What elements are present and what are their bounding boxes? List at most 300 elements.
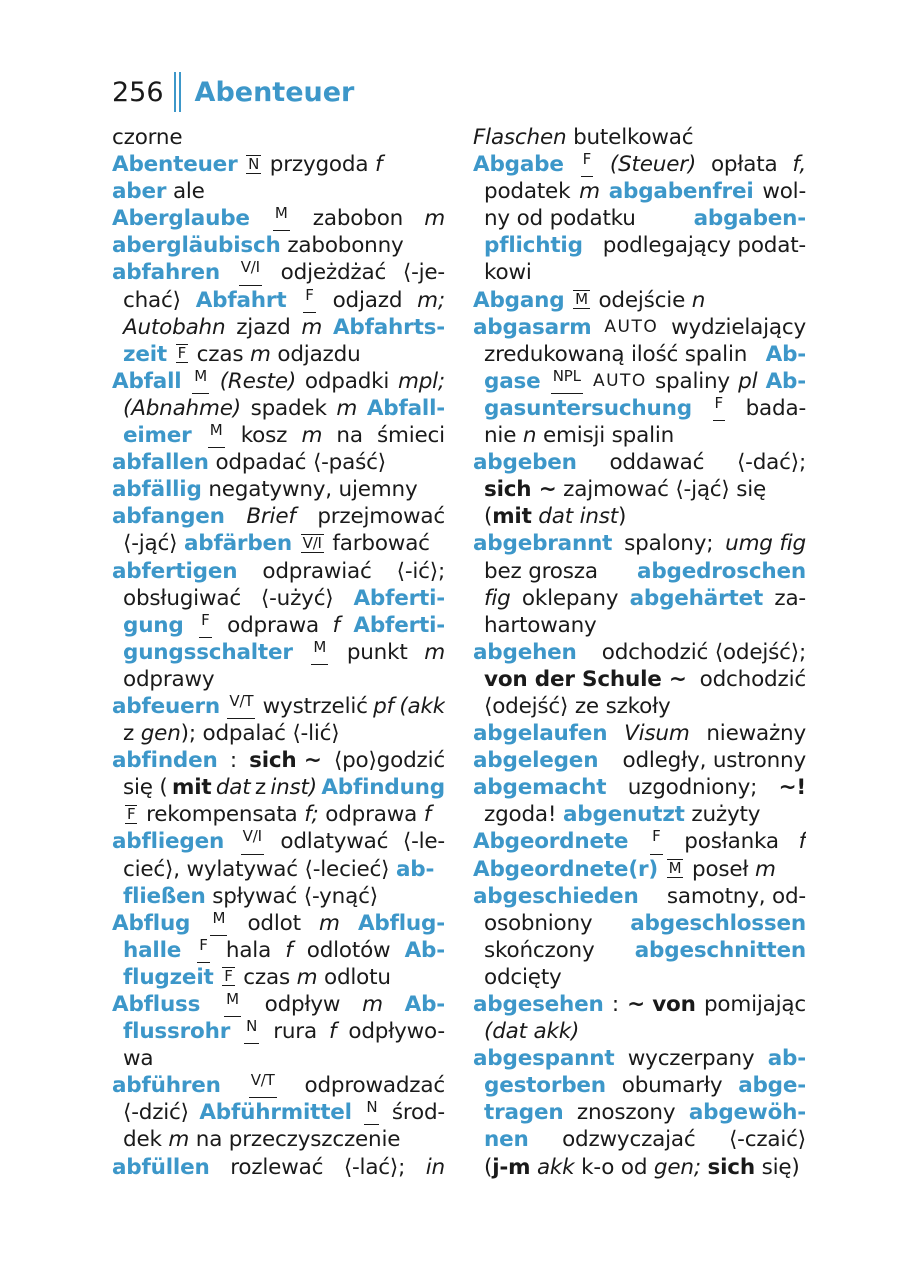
translation-text: zgoda!: [484, 802, 557, 828]
translation-text: zajmować ⟨-jąć⟩ się: [563, 477, 767, 503]
part-of-speech-badge: N: [244, 1018, 259, 1044]
translation-text: odejście: [598, 287, 686, 313]
part-of-speech-badge: F: [199, 612, 211, 638]
headword: Abfahrts-: [332, 314, 445, 340]
part-of-speech-badge: M: [273, 205, 290, 231]
headword: abge-: [738, 1073, 806, 1099]
headword: abgehärtet: [629, 585, 764, 611]
grammar-label: fig: [484, 585, 511, 611]
translation-text: posłanka: [684, 829, 779, 855]
entry-line: [112, 476, 445, 503]
translation-text: oklepany: [521, 585, 619, 611]
translation-text: zabobonny: [287, 233, 404, 259]
phrase: ~ von: [627, 992, 696, 1017]
headword: abgabenfrei: [608, 179, 754, 205]
translation-text: rekompensata: [146, 802, 298, 828]
translation-text: ⟨-dać⟩;: [736, 450, 806, 476]
entry-line: [473, 395, 806, 422]
entry-line: [473, 964, 806, 991]
headword: abfahren: [112, 260, 220, 286]
translation-text: wystrzelić: [262, 693, 368, 719]
translation-text: odlot: [247, 910, 301, 936]
grammar-label: m: [362, 992, 383, 1017]
grammar-label: pl: [738, 368, 758, 394]
headword: Abgang: [473, 287, 565, 313]
translation-text: czas: [196, 341, 244, 367]
entry-line: [473, 530, 806, 557]
translation-text: ⟨-czaić⟩: [728, 1127, 806, 1153]
grammar-label: f: [328, 1019, 337, 1045]
headword: abfällig: [112, 477, 202, 503]
translation-text: odjeżdżać: [280, 260, 387, 286]
phrase: ~!: [778, 775, 806, 801]
entry-line: [473, 774, 806, 801]
grammar-label: dat: [215, 775, 251, 801]
part-of-speech-badge: M: [575, 290, 588, 309]
translation-text: podatek: [484, 179, 571, 205]
headword: abgeschlossen: [630, 910, 806, 936]
headword: abgewöh-: [688, 1100, 806, 1126]
entry-line: [473, 937, 806, 964]
headword: abfüllen: [112, 1154, 210, 1180]
translation-text: znoszony: [576, 1100, 676, 1126]
grammar-label: Flaschen: [473, 125, 567, 150]
grammar-label: m: [250, 341, 271, 367]
entry-line: [473, 747, 806, 774]
headword: halle: [123, 937, 182, 963]
entry-line: [112, 1072, 445, 1099]
translation-text: :: [611, 992, 619, 1017]
translation-text: odpadać ⟨-paść⟩: [215, 450, 386, 476]
translation-text: odlotów: [306, 937, 391, 963]
headword: abgelaufen: [473, 721, 608, 747]
entry-line: [112, 259, 445, 286]
grammar-label: n: [522, 423, 537, 449]
entry-line: [473, 666, 806, 693]
headword: Ab-: [765, 368, 806, 394]
translation-text: farbować: [332, 531, 430, 557]
part-of-speech-badge: V/T: [227, 693, 255, 719]
translation-text: ⟨odejść⟩ ze szkoły: [484, 693, 671, 719]
headword: flussrohr: [123, 1019, 231, 1045]
entry-line: [112, 1045, 445, 1072]
entry-line: [112, 856, 445, 883]
headword: Abflug-: [357, 910, 445, 936]
entry-line: [473, 314, 806, 341]
entry-line: [112, 828, 445, 855]
headword: Ab-: [404, 992, 445, 1017]
phrase: mit: [492, 504, 532, 530]
headword: fließen: [123, 883, 206, 909]
entry-line: [473, 1018, 806, 1045]
grammar-label: pf: [373, 693, 394, 719]
entry-line: [112, 151, 445, 178]
headword: Abferti-: [353, 612, 445, 638]
entry-line: [112, 720, 445, 747]
translation-text: poseł: [692, 856, 749, 882]
translation-text: nieważny: [706, 721, 806, 747]
entry-line: [473, 476, 806, 503]
translation-text: chać⟩: [123, 287, 181, 313]
phrase: mit: [172, 775, 212, 801]
translation-text: wol-: [762, 179, 806, 205]
translation-text: cieć⟩, wylatywać ⟨-lecieć⟩: [123, 856, 390, 882]
grammar-label: f: [374, 152, 383, 178]
grammar-label: m: [424, 639, 445, 665]
translation-text: uzgodniony;: [627, 775, 758, 801]
grammar-label: gen;: [653, 1154, 701, 1180]
entry-line: [112, 693, 445, 720]
entry-line: [112, 503, 445, 530]
phrase: von der Schule ~: [484, 666, 687, 692]
translation-text: zredukowaną ilość spalin: [484, 341, 748, 367]
phrase: sich: [707, 1154, 755, 1180]
translation-text: :: [229, 748, 237, 774]
entry-line: [473, 585, 806, 612]
phrase: j-m: [492, 1154, 531, 1180]
translation-text: na przeczyszczenie: [195, 1127, 401, 1153]
headword: abgehen: [473, 639, 577, 665]
translation-text: odchodzić: [699, 666, 806, 692]
entry-line: [112, 1154, 445, 1181]
part-of-speech-badge: F: [581, 151, 593, 177]
translation-text: emisji spalin: [542, 423, 675, 449]
headword: abergläubisch: [112, 233, 281, 259]
entry-line: [473, 1072, 806, 1099]
headword: gasuntersuchung: [484, 395, 692, 421]
translation-text: zjazd: [236, 314, 291, 340]
grammar-label: (Abnahme): [123, 395, 241, 421]
translation-text: odprawiać: [262, 558, 372, 584]
translation-text: odjazdu: [277, 341, 361, 367]
headword: Abenteuer: [112, 152, 238, 178]
headword: gestorben: [484, 1073, 606, 1099]
translation-text: ⟨-jąć⟩: [123, 531, 178, 557]
domain-label: AUTO: [592, 370, 647, 391]
entry-line: [112, 1018, 445, 1045]
entry-line: [112, 666, 445, 693]
translation-text: przejmować: [317, 504, 445, 530]
part-of-speech-badge: F: [197, 937, 209, 963]
part-of-speech-badge: V/I: [302, 533, 322, 552]
translation-text: (: [484, 1154, 493, 1180]
translation-text: ); odpalać ⟨-lić⟩: [180, 721, 340, 747]
headword: abgeben: [473, 450, 577, 476]
translation-text: kosz: [240, 423, 288, 449]
page-header: [112, 70, 354, 114]
entry-line: [473, 124, 806, 151]
translation-text: k-o od: [581, 1154, 648, 1180]
headword: Abfluss: [112, 992, 201, 1017]
translation-text: zużyty: [691, 802, 761, 828]
entry-line: [473, 1126, 806, 1153]
grammar-label: in: [425, 1154, 445, 1180]
grammar-label: Visum: [624, 721, 690, 747]
entry-line: [112, 883, 445, 910]
entry-line: [112, 449, 445, 476]
entry-line: [473, 503, 806, 530]
translation-text: odprawy: [123, 666, 215, 692]
translation-text: odjazd: [332, 287, 403, 313]
translation-text: obsługiwać: [123, 585, 241, 611]
headword: Abferti-: [353, 585, 445, 611]
headword: abführen: [112, 1073, 221, 1099]
translation-text: opłata: [710, 152, 778, 178]
entry-line: [473, 558, 806, 585]
translation-text: zabobon: [312, 206, 404, 232]
grammar-label: f,: [792, 152, 806, 178]
part-of-speech-badge: F: [177, 344, 187, 363]
part-of-speech-badge: N: [364, 1099, 379, 1125]
translation-text: odległy, ustronny: [622, 748, 806, 774]
headword: Ab-: [404, 937, 445, 963]
headword: abfeuern: [112, 693, 221, 719]
headword: Abfall-: [366, 395, 445, 421]
translation-text: samotny, od-: [666, 883, 806, 909]
part-of-speech-badge: F: [303, 287, 315, 313]
entry-line: [473, 205, 806, 232]
translation-text: hala: [225, 937, 272, 963]
translation-text: rozlewać: [230, 1154, 324, 1180]
part-of-speech-badge: NPL: [551, 368, 583, 394]
grammar-label: akk: [536, 1154, 575, 1180]
part-of-speech-badge: V/I: [241, 828, 264, 854]
translation-text: przygoda: [269, 152, 369, 178]
entry-line: [473, 828, 806, 855]
translation-text: negatywny, ujemny: [208, 477, 418, 503]
part-of-speech-badge: M: [668, 859, 682, 878]
translation-text: punkt: [346, 639, 408, 665]
entry-line: [112, 368, 445, 395]
translation-text: bada-: [745, 395, 806, 421]
headword: eimer: [123, 423, 192, 449]
entry-line: [473, 693, 806, 720]
translation-text: śmieci: [377, 423, 445, 449]
translation-text: ⟨-ić⟩;: [396, 558, 445, 584]
translation-text: odcięty: [484, 964, 562, 990]
translation-text: spadek: [250, 395, 327, 421]
translation-text: spalony;: [624, 531, 714, 557]
entry-line: [112, 124, 445, 151]
headword: abgeschieden: [473, 883, 639, 909]
translation-text: odchodzić ⟨odejść⟩;: [601, 639, 806, 665]
entry-line: [112, 612, 445, 639]
translation-text: czas: [243, 964, 290, 990]
part-of-speech-badge: N: [248, 154, 260, 173]
grammar-label: m: [754, 856, 776, 882]
translation-text: obumarły: [621, 1073, 723, 1099]
translation-text: ny od podatku: [484, 206, 636, 232]
entry-line: [473, 1099, 806, 1126]
headword: gung: [123, 612, 184, 638]
translation-text: ): [618, 504, 627, 530]
translation-text: odpływo-: [348, 1019, 445, 1045]
entry-line: [473, 422, 806, 449]
entry-line: [473, 639, 806, 666]
translation-text: czorne: [112, 125, 183, 150]
entry-line: [112, 639, 445, 666]
translation-text: podlegający podat-: [602, 233, 806, 259]
entry-line: [112, 395, 445, 422]
part-of-speech-badge: V/I: [239, 259, 262, 285]
headword: abgelegen: [473, 748, 599, 774]
entry-line: [112, 178, 445, 205]
translation-text: ⟨-lać⟩;: [343, 1154, 406, 1180]
part-of-speech-badge: V/T: [249, 1072, 277, 1098]
part-of-speech-badge: M: [311, 639, 328, 665]
grammar-label: m: [319, 910, 340, 936]
grammar-label: m: [301, 423, 323, 449]
headword: abfinden: [112, 748, 218, 774]
translation-text: ⟨-użyć⟩: [260, 585, 334, 611]
left-column: [112, 124, 445, 1181]
entry-line: [112, 801, 445, 828]
headword: abfärben: [183, 531, 292, 557]
grammar-label: (dat akk): [484, 1019, 580, 1045]
grammar-label: m: [296, 964, 318, 990]
entry-line: [473, 991, 806, 1018]
grammar-label: m: [168, 1127, 190, 1153]
translation-text: kowi: [484, 260, 532, 286]
entry-line: [473, 1154, 806, 1181]
entry-line: [473, 449, 806, 476]
headword: Abgabe: [473, 152, 564, 178]
page-number: 256: [112, 76, 164, 108]
translation-text: dek: [123, 1127, 162, 1153]
translation-text: osobniony: [484, 910, 593, 936]
grammar-label: inst): [270, 775, 317, 801]
translation-text: ale: [172, 179, 205, 205]
translation-text: odprowadzać: [304, 1073, 445, 1099]
entry-line: [473, 612, 806, 639]
translation-text: odzwyczajać: [562, 1127, 696, 1153]
headword: pflichtig: [484, 233, 583, 259]
translation-text: ⟨-je-: [402, 260, 445, 286]
phrase: sich ~: [249, 748, 322, 774]
headword: Abfall: [112, 368, 182, 394]
headword: Abfindung: [321, 775, 445, 801]
domain-label: AUTO: [604, 316, 659, 337]
translation-text: ⟨po⟩godzić: [333, 748, 445, 774]
entry-line: [112, 774, 445, 801]
entry-line: [473, 1045, 806, 1072]
translation-text: ⟨-dzić⟩: [123, 1100, 189, 1126]
headword: flugzeit: [123, 964, 214, 990]
headword: abgeschnitten: [634, 937, 806, 963]
translation-text: oddawać: [609, 450, 705, 476]
headword: abgesehen: [473, 992, 604, 1017]
entry-line: [112, 1126, 445, 1153]
entry-line: [112, 232, 445, 259]
headword: abgedroschen: [637, 558, 806, 584]
grammar-label: f;: [304, 802, 319, 828]
entry-line: [112, 341, 445, 368]
grammar-label: Autobahn: [123, 314, 226, 340]
grammar-label: m: [579, 179, 600, 205]
entry-line: [473, 368, 806, 395]
translation-text: skończony: [484, 937, 595, 963]
headword: Abführmittel: [199, 1100, 352, 1126]
entry-line: [473, 801, 806, 828]
grammar-label: m: [424, 206, 445, 232]
translation-text: odpadki: [304, 368, 390, 394]
translation-text: spaliny: [655, 368, 730, 394]
headword: abgaben-: [693, 206, 806, 232]
headword: abgespannt: [473, 1046, 615, 1072]
part-of-speech-badge: F: [650, 828, 662, 854]
part-of-speech-badge: F: [127, 804, 136, 823]
entry-line: [112, 205, 445, 232]
translation-text: rura: [273, 1019, 317, 1045]
entry-line: [473, 856, 806, 883]
part-of-speech-badge: M: [192, 368, 209, 394]
entry-line: [473, 151, 806, 178]
headword: ab-: [395, 856, 435, 882]
translation-text: odprawa: [325, 802, 418, 828]
right-column: [473, 124, 806, 1181]
translation-text: za-: [774, 585, 806, 611]
grammar-label: mpl;: [397, 368, 445, 394]
headword: Aberglaube: [112, 206, 250, 232]
translation-text: odpływ: [264, 992, 341, 1017]
grammar-label: (Steuer): [609, 152, 697, 178]
entry-line: [473, 910, 806, 937]
grammar-label: f: [332, 612, 340, 638]
running-head: Abenteuer: [194, 76, 355, 108]
headword: aber: [112, 179, 167, 205]
translation-text: wa: [123, 1046, 154, 1072]
part-of-speech-badge: F: [224, 967, 233, 986]
headword: abfangen: [112, 504, 225, 530]
translation-text: ⟨-le-: [402, 829, 445, 855]
headword: nen: [484, 1127, 529, 1153]
headword: Abflug: [112, 910, 191, 936]
grammar-label: f: [423, 802, 432, 828]
entry-line: [473, 287, 806, 314]
translation-text: z: [123, 721, 135, 747]
part-of-speech-badge: M: [210, 910, 227, 936]
entry-line: [112, 530, 445, 557]
grammar-label: (Reste): [219, 368, 297, 394]
translation-text: nie: [484, 423, 517, 449]
entry-line: [473, 720, 806, 747]
translation-text: z: [254, 775, 266, 801]
translation-text: się (: [123, 775, 168, 801]
translation-text: odlotu: [324, 964, 391, 990]
headword: abgasarm: [473, 314, 592, 340]
headword: abgenutzt: [562, 802, 685, 828]
headword: abfallen: [112, 450, 209, 476]
part-of-speech-badge: F: [713, 395, 725, 421]
entry-line: [112, 422, 445, 449]
translation-text: pomijając: [703, 992, 806, 1017]
entry-line: [112, 964, 445, 991]
header-rule: [174, 72, 176, 112]
grammar-label: gen: [140, 721, 181, 747]
headword: gase: [484, 368, 541, 394]
part-of-speech-badge: M: [224, 991, 241, 1017]
grammar-label: m: [301, 314, 323, 340]
part-of-speech-badge: M: [208, 422, 225, 448]
headword: gungsschalter: [123, 639, 293, 665]
entry-line: [112, 287, 445, 314]
grammar-label: umg fig: [725, 531, 806, 557]
headword: Abgeordnete: [473, 829, 629, 855]
phrase: sich ~: [484, 477, 557, 503]
translation-text: na: [336, 423, 363, 449]
grammar-label: Brief: [246, 504, 296, 530]
header-rule: [179, 72, 181, 112]
